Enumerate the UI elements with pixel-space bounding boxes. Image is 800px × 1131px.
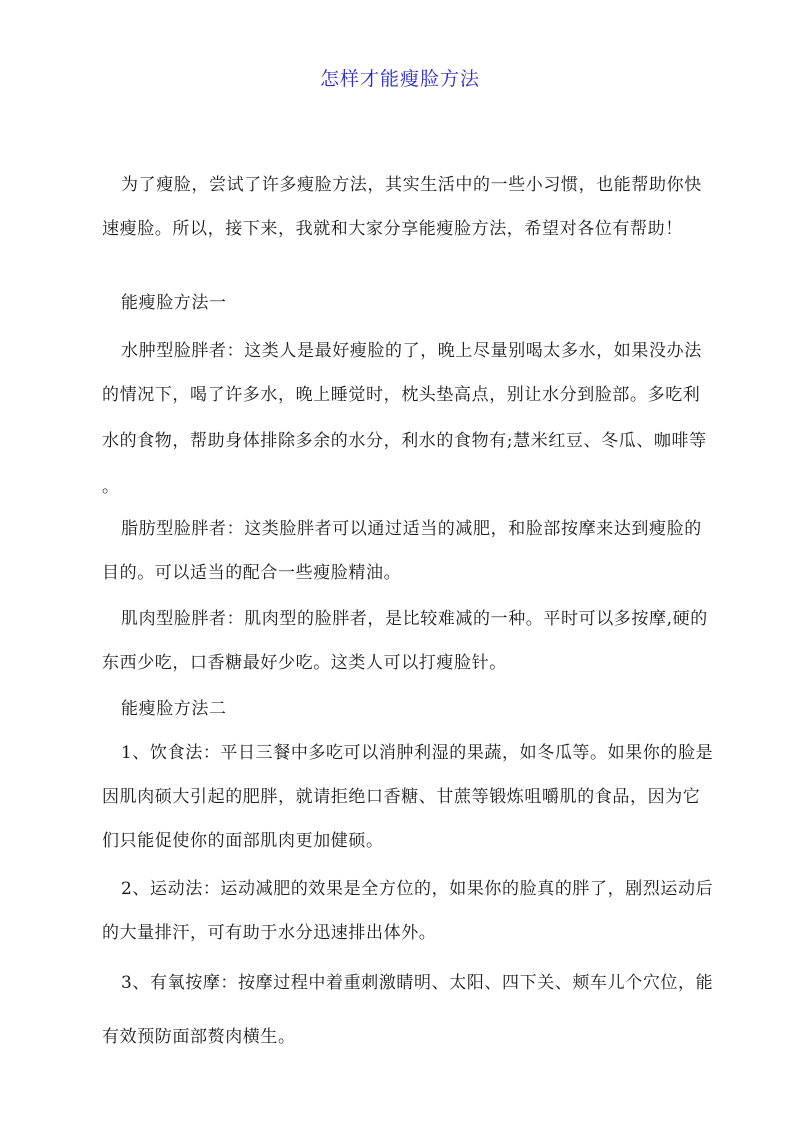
fat-type-line-1: 脂肪型脸胖者：这类脸胖者可以通过适当的减肥，和脸部按摩来达到瘦脸的 (121, 519, 702, 539)
diet-method-line-3: 们只能促使你的面部肌肉更加健硕。 (102, 831, 384, 851)
diet-method-line-2: 因肌肉硕大引起的肥胖，就请拒绝口香糖、甘蔗等锻炼咀嚼肌的食品，因为它 (102, 787, 701, 807)
water-type-line-1: 水肿型脸胖者：这类人是最好瘦脸的了，晚上尽量别喝太多水，如果没办法 (121, 341, 702, 361)
intro-line-2: 速瘦脸。所以，接下来，我就和大家分享能瘦脸方法，希望对各位有帮助！ (102, 219, 683, 239)
water-type-line-4: 。 (102, 477, 120, 497)
document-title: 怎样才能瘦脸方法 (319, 68, 480, 90)
muscle-type-line-2: 东西少吃，口香糖最好少吃。这类人可以打瘦脸针。 (102, 653, 507, 673)
diet-method-line-1: 1、饮食法：平日三餐中多吃可以消肿利湿的果蔬，如冬瓜等。如果你的脸是 (121, 743, 714, 763)
massage-method-line-2: 有效预防面部赘肉横生。 (102, 1027, 296, 1047)
muscle-type-line-1: 肌肉型脸胖者：肌肉型的脸胖者，是比较难减的一种。平时可以多按摩,硬的 (121, 609, 708, 629)
exercise-method-line-1: 2、运动法：运动减肥的效果是全方位的，如果你的脸真的胖了，剧烈运动后 (121, 879, 714, 899)
water-type-line-3: 水的食物，帮助身体排除多余的水分，利水的食物有;慧米红豆、冬瓜、咖啡等 (102, 431, 707, 451)
section1-heading: 能瘦脸方法一 (121, 293, 227, 313)
section2-heading: 能瘦脸方法二 (121, 699, 227, 719)
intro-line-1: 为了瘦脸，尝试了许多瘦脸方法，其实生活中的一些小习惯，也能帮助你快 (121, 175, 702, 195)
water-type-line-2: 的情况下，喝了许多水，晚上睡觉时，枕头垫高点，别让水分到脸部。多吃利 (102, 385, 701, 405)
fat-type-line-2: 目的。可以适当的配合一些瘦脸精油。 (102, 563, 402, 583)
massage-method-line-1: 3、有氧按摩：按摩过程中着重刺激睛明、太阳、四下关、颊车儿个穴位，能 (121, 973, 714, 993)
exercise-method-line-2: 的大量排汗，可有助于水分迅速排出体外。 (102, 923, 437, 943)
